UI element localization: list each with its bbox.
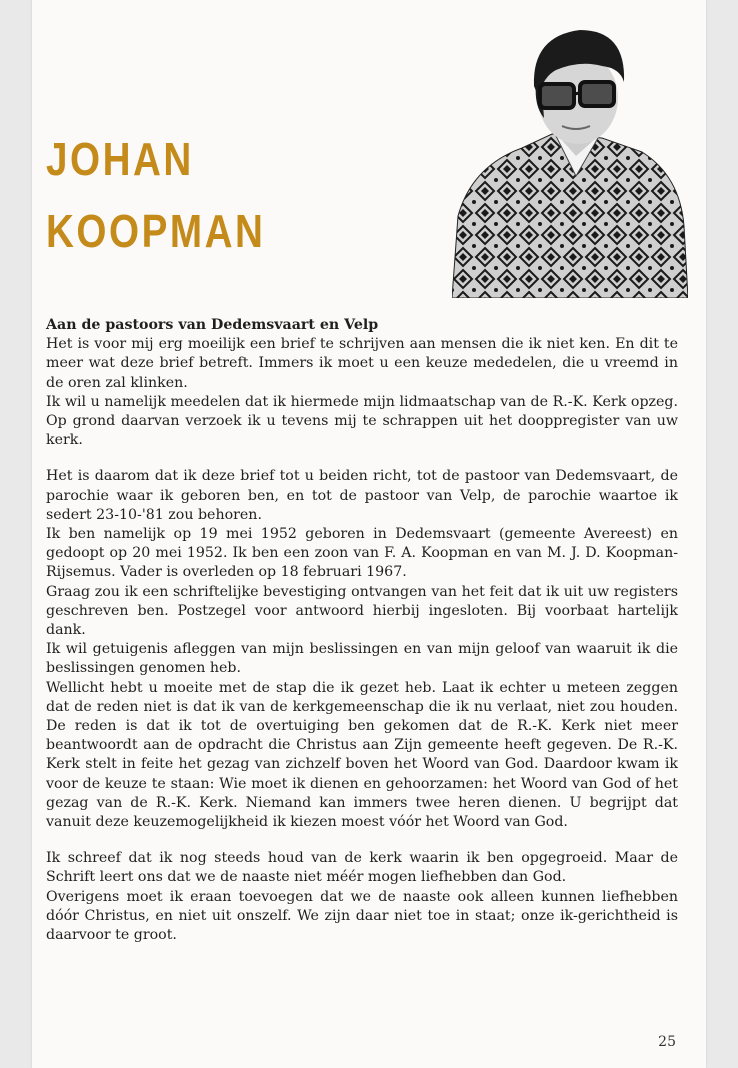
letter-paragraph: Het is voor mij erg moeilijk een brief te schrijven aan mensen die ik niet ken. En dit te meer wat deze brief betreft. Immers ik moet u een keuze mededelen, die u vreemd in de oren zal klinken. [46, 336, 678, 391]
portrait-photo [452, 26, 688, 298]
page-number: 25 [658, 1034, 676, 1050]
letter-paragraph: Ik wil getuigenis afleggen van mijn beslissingen en van mijn geloof van waaruit ik die beslissingen genomen heb. [46, 641, 678, 677]
document-page [32, 0, 706, 1068]
letter-body [46, 316, 678, 945]
name-first-heading: JOHAN [46, 133, 194, 185]
name-last-heading: KOOPMAN [46, 205, 266, 257]
letter-paragraph: Graag zou ik een schriftelijke bevestiging ontvangen van het feit dat ik uit uw registers geschreven ben. Postzegel voor antwoord hierbij ingesloten. Bij voorbaat hartelijk dank. [46, 583, 678, 639]
letter-salutation: Aan de pastoors van Dedemsvaart en Velp [46, 317, 379, 333]
letter-paragraph: Overigens moet ik eraan toevoegen dat we de naaste ook alleen kunnen liefhebben dóór Christus, en niet uit onszelf. We zijn daar niet toe in staat; onze ik-gerichtheid is daarvoor te groot. [46, 888, 678, 944]
letter-paragraph: Ik wil u namelijk meedelen dat ik hiermede mijn lidmaatschap van de R.-K. Kerk opzeg. Op grond daarvan verzoek ik u tevens mij te schrappen uit het dooppregister van uw kerk. [46, 393, 678, 449]
letter-paragraph: Ik ben namelijk op 19 mei 1952 geboren in Dedemsvaart (gemeente Avereest) en gedoopt op 20 mei 1952. Ik ben een zoon van F. A. Koopman en van M. J. D. Koopman-Rijsemus. Vader is overleden op 18 februari 1967. [46, 526, 678, 581]
letter-paragraph: Ik schreef dat ik nog steeds houd van de kerk waarin ik ben opgegroeid. Maar de Schrift leert ons dat we de naaste niet méér mogen liefhebben dan God. [46, 850, 678, 886]
letter-paragraph: Wellicht hebt u moeite met de stap die ik gezet heb. Laat ik echter u meteen zeggen dat de reden niet is dat ik van de kerkgemeenschap die ik nu verlaat, niet zou houden. De reden is dat ik tot de overtuiging ben gekomen dat de R.-K. Kerk niet meer beantwoordt aan de opdracht die Christus aan Zijn gemeente heeft gegeven. De R.-K. Kerk stelt in feite het gezag van zichzelf boven het Woord van God. Daardoor kwam ik voor de keuze te staan: Wie moet ik dienen en gehoorzamen: het Woord van God of het gezag van de R.-K. Kerk. Niemand kan immers twee heren dienen. U begrijpt dat vanuit deze keuzemogelijkheid ik kiezen moest vóór het Woord van God. [46, 679, 678, 831]
letter-paragraph: Het is daarom dat ik deze brief tot u beiden richt, tot de pastoor van Dedemsvaart, de parochie waar ik geboren ben, en tot de pastoor van Velp, de parochie waartoe ik sedert 23-10-'81 zou behoren. [46, 468, 678, 523]
